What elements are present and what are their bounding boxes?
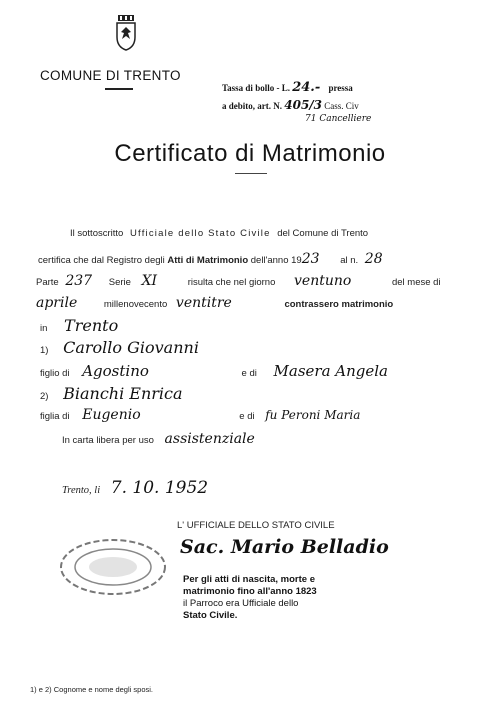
municipality-name: COMUNE DI TRENTO <box>40 68 181 83</box>
title-underline <box>235 173 267 174</box>
spouse-1-parents: figlio di Agostino e di Masera Angela <box>40 362 388 380</box>
spouse-2-row: 2) Bianchi Enrica <box>40 384 183 403</box>
officer-signature: Sac. Mario Belladio <box>180 536 389 558</box>
spouse-2-parents: figlia di Eugenio e di fu Peroni Maria <box>40 407 361 423</box>
municipality-underline <box>105 88 133 90</box>
page-title: Certificato di Matrimonio <box>114 140 386 167</box>
body-line-place: in Trento <box>40 316 119 335</box>
body-line-4: aprile millenovecento ventitre contrassero matrimonio <box>36 295 394 311</box>
tax-stamp-line3: 71 Cancelliere <box>305 114 372 124</box>
use-line: In carta libera per uso assistenziale <box>62 431 255 447</box>
historical-note: Per gli atti di nascita, morte e matrimonio fino all'anno 1823 il Parroco era Ufficiale dello Stato Civile. <box>183 574 317 621</box>
body-line-2: certifica che dal Registro degli Atti di Matrimonio dell'anno 1923 al n. 28 <box>38 251 383 267</box>
municipal-crest-icon <box>115 15 137 51</box>
footnote: 1) e 2) Cognome e nome degli sposi. <box>30 685 153 694</box>
tax-stamp-line2: a debito, art. N. 405/3 Cass. Civ <box>222 98 359 112</box>
body-line-1: Il sottoscritto Ufficiale dello Stato Civile del Comune di Trento <box>70 228 369 239</box>
place-date: Trento, li 7. 10. 1952 <box>62 478 209 498</box>
spouse-1-row: 1) Carollo Giovanni <box>40 338 199 357</box>
tax-stamp-line1: Tassa di bollo - L. 24.- pressa <box>222 80 353 95</box>
body-line-3: Parte 237 Serie XI risulta che nel giorno ventuno del mese di <box>36 273 441 289</box>
officer-label: L' UFFICIALE DELLO STATO CIVILE <box>177 520 335 531</box>
official-seal-stamp <box>58 537 168 597</box>
